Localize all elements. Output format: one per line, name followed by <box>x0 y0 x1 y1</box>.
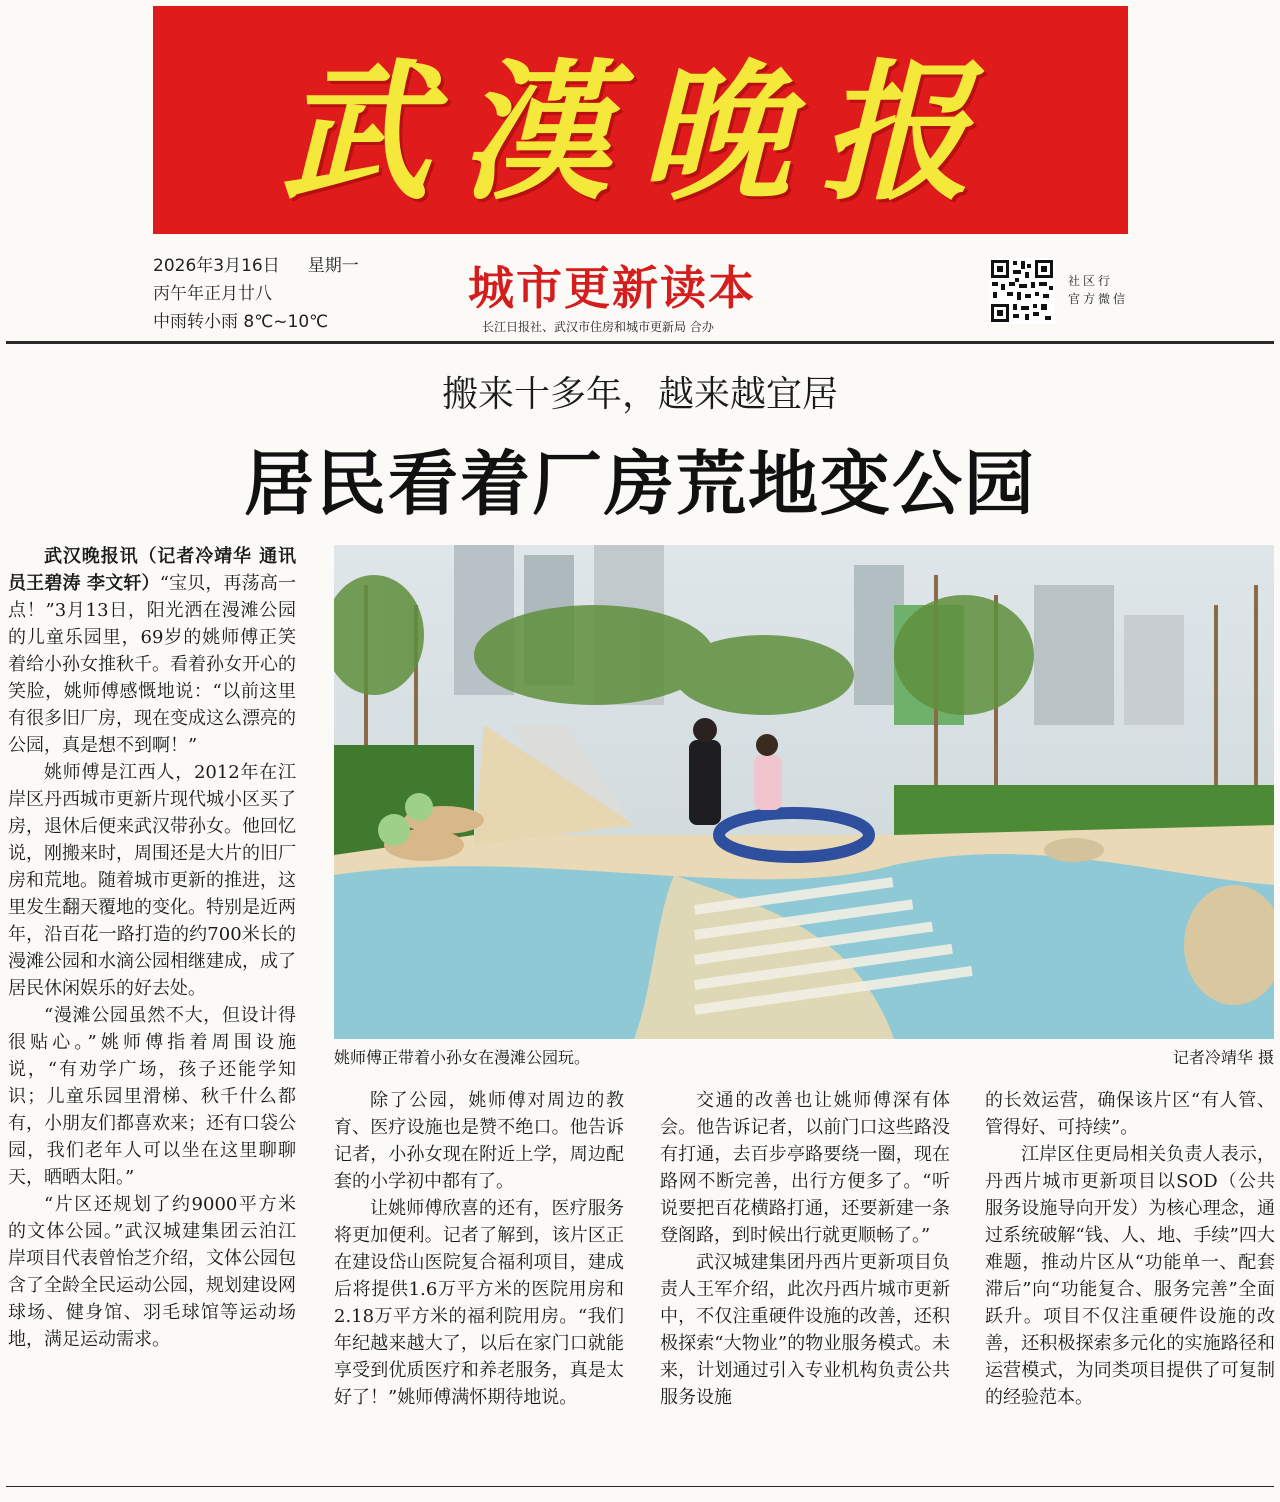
header-divider <box>6 341 1274 344</box>
issue-meta <box>153 252 387 336</box>
article-photo <box>334 545 1274 1039</box>
issue-weekday: 星期一 <box>307 256 359 276</box>
qr-label-line1: 社区行 <box>1068 274 1114 288</box>
section-title: 城市更新读本 <box>468 261 756 315</box>
paragraph: 交通的改善也让姚师傅深有体会。他告诉记者，以前门口这些路没有打通，去百步亭路要绕一圈，现在路网不断完善，出行方便多了。“听说要把百花横路打通，还要新建一条登阁路，到时候出行就更顺畅了。” <box>660 1090 950 1246</box>
weather: 中雨转小雨 8℃~10℃ <box>153 312 329 332</box>
footer-divider <box>6 1486 1274 1487</box>
paragraph: “漫滩公园虽然不大，但设计得很贴心。”姚师傅指着周围设施说，“有劝学广场，孩子还能学知识；儿童乐园里滑梯、秋千什么都有，小朋友们都喜欢来；还有口袋公园，我们老年人可以坐在这里聊聊天，晒晒太阳。” <box>8 1005 296 1188</box>
issue-date: 2026年3月16日 <box>153 256 280 276</box>
paragraph: 江岸区住更局相关负责人表示，丹西片城市更新项目以SOD（公共服务设施导向开发）为核心理念，通过系统破解“钱、人、地、手续”四大难题，推动片区从“功能单一、配套滞后”向“功能复合、服务完善”全面跃升。项目不仅注重硬件设施的改善，还积极探索多元化的实施路径和运营模式，为同类项目提供了可复制的经验范本。 <box>985 1144 1275 1408</box>
section-cohost: 长江日报社、武汉市住房和城市更新局 合办 <box>482 320 714 334</box>
article-subhead: 搬来十多年，越来越宜居 <box>441 374 838 415</box>
paragraph: 的长效运营，确保该片区“有人管、管得好、可持续”。 <box>985 1090 1275 1138</box>
article-column-1 <box>8 543 296 1353</box>
article-lead: 武汉晚报讯（记者冷靖华 通讯员王碧涛 李文轩） <box>8 546 296 594</box>
article-headline: 居民看着厂房荒地变公园 <box>244 443 1036 525</box>
paragraph: 武汉城建集团丹西片更新项目负责人王军介绍，此次丹西片城市更新中，不仅注重硬件设施的改善，还积极探索“大物业”的物业服务模式。未来，计划通过引入专业机构负责公共服务设施 <box>660 1252 950 1408</box>
paragraph: 让姚师傅欣喜的还有，医疗服务将更加便利。记者了解到，该片区正在建设岱山医院复合福利项目，建成后将提供1.6万平方米的医院用房和2.18万平方米的福利院用房。“我们年纪越来越大了，以后在家门口就能享受到优质医疗和养老服务，真是太好了！”姚师傅满怀期待地说。 <box>334 1198 624 1408</box>
paragraph: 除了公园，姚师傅对周边的教育、医疗设施也是赞不绝口。他告诉记者，小孙女现在附近上学，周边配套的小学初中都有了。 <box>334 1090 624 1192</box>
photo-credit: 记者冷靖华 摄 <box>1172 1048 1274 1067</box>
paragraph: “片区还规划了约9000平方米的文体公园。”武汉城建集团云泊江岸项目代表曾怡芝介绍，文体公园包含了全龄全民运动公园，规划建设网球场、健身馆、羽毛球馆等运动场地，满足运动需求。 <box>8 1194 296 1350</box>
paragraph: “宝贝，再荡高一点！”3月13日，阳光洒在漫滩公园的儿童乐园里，69岁的姚师傅正笑着给小孙女推秋千。看着孙女开心的笑脸，姚师傅感慨地说：“以前这里有很多旧厂房，现在变成这么漂亮的公园，真是想不到啊！” <box>8 573 296 756</box>
qr-label-line2: 官方微信 <box>1068 292 1129 306</box>
qr-code-icon[interactable] <box>989 258 1055 324</box>
article-column-3 <box>660 1087 950 1411</box>
article-column-2 <box>334 1087 624 1411</box>
masthead-banner <box>153 6 1128 234</box>
masthead-title: 武漢晚报 <box>280 45 1001 221</box>
lunar-date: 丙午年正月廿八 <box>153 284 272 304</box>
article-column-4 <box>985 1087 1275 1411</box>
photo-caption: 姚师傅正带着小孙女在漫滩公园玩。 <box>334 1048 591 1067</box>
qr-label <box>1068 272 1128 308</box>
paragraph: 姚师傅是江西人，2012年在江岸区丹西城市更新片现代城小区买了房，退休后便来武汉带孙女。他回忆说，刚搬来时，周围还是大片的旧厂房和荒地。随着城市更新的推进，这里发生翻天覆地的变化。特别是近两年，沿百花一路打造的约700米长的漫滩公园和水滴公园相继建成，成了居民休闲娱乐的好去处。 <box>8 762 296 999</box>
